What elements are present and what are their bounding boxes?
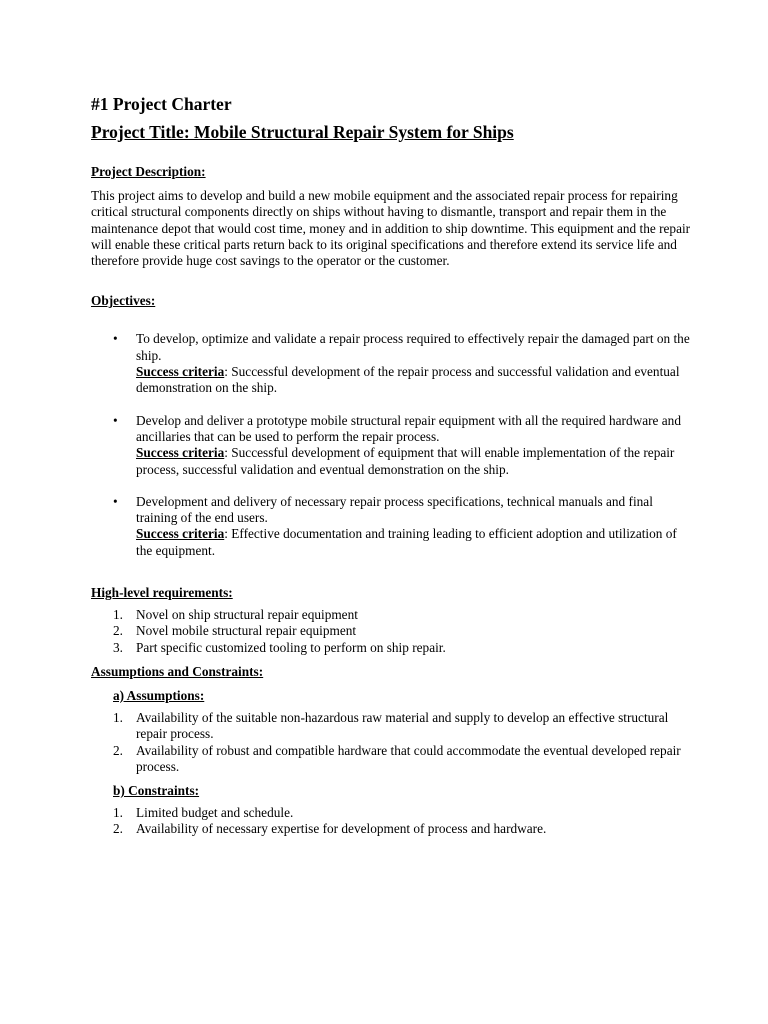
assumption-item xyxy=(91,710,691,743)
project-title: Project Title: Mobile Structural Repair System for Ships xyxy=(91,122,514,142)
success-criteria-text: : Successful development of the repair process and successful validation and eventual demonstration on the ship. xyxy=(136,364,680,396)
constraint-text: Limited budget and schedule. xyxy=(136,805,294,821)
document-body xyxy=(91,92,691,838)
success-criteria-text: : Successful development of equipment that will enable implementation of the repair process, successful validation and eventual demonstration on the ship. xyxy=(136,445,675,477)
constraint-text: Availability of necessary expertise for development of process and hardware. xyxy=(136,821,547,837)
assumptions-heading: a) Assumptions: xyxy=(113,687,205,703)
requirement-text: Part specific customized tooling to perform on ship repair. xyxy=(136,639,446,655)
list-number: 2. xyxy=(113,742,123,758)
objectives-heading: Objectives: xyxy=(91,293,156,309)
assumption-text: Availability of the suitable non-hazardous raw material and supply to develop an effective structural repair process. xyxy=(136,709,669,742)
objective-text: Development and delivery of necessary repair process specifications, technical manuals and final training of the end users. xyxy=(136,493,653,526)
assumptions-constraints-heading: Assumptions and Constraints: xyxy=(91,663,264,679)
assumption-text: Availability of robust and compatible hardware that could accommodate the eventual developed repair process. xyxy=(136,742,681,774)
success-criteria-label: Success criteria xyxy=(136,526,225,542)
bullet-icon: • xyxy=(113,412,118,428)
objective-item xyxy=(91,494,691,559)
requirement-text: Novel mobile structural repair equipment xyxy=(136,623,357,639)
assumption-item xyxy=(91,743,691,776)
charter-title: #1 Project Charter xyxy=(91,94,232,114)
constraints-list xyxy=(91,805,691,838)
bullet-icon: • xyxy=(113,493,118,509)
list-number: 1. xyxy=(113,607,123,623)
requirements-list xyxy=(91,607,691,656)
constraint-item xyxy=(91,821,691,837)
success-criteria-text: : Effective documentation and training leading to efficient adoption and utilization of the equipment. xyxy=(136,526,677,558)
list-number: 2. xyxy=(113,821,123,837)
objective-item xyxy=(91,413,691,478)
description-heading: Project Description: xyxy=(91,164,206,179)
requirement-item xyxy=(91,640,691,656)
objective-text: Develop and deliver a prototype mobile structural repair equipment with all the required hardware and ancillaries that can be used to perform the repair process. xyxy=(136,412,681,444)
assumptions-list xyxy=(91,710,691,775)
requirement-item xyxy=(91,623,691,639)
requirement-item xyxy=(91,607,691,623)
requirement-text: Novel on ship structural repair equipment xyxy=(136,607,358,623)
success-criteria-label: Success criteria xyxy=(136,364,225,380)
objective-item xyxy=(91,331,691,396)
success-criteria-label: Success criteria xyxy=(136,445,225,461)
objectives-list xyxy=(91,331,691,559)
list-number: 1. xyxy=(113,805,123,821)
constraint-item xyxy=(91,805,691,821)
description-text: This project aims to develop and build a new mobile equipment and the associated repair process for repairing critical structural components directly on ships without having to dismantle, transport and repair them in the maintenance depot that would cost time, money and in addition to ship downtime. This equipment and the repair will enable these critical parts return back to its original specifications and therefore extend its service life and therefore provide huge cost savings to the operator or the customer. xyxy=(91,188,691,269)
objective-text: To develop, optimize and validate a repair process required to effectively repair the damaged part on the ship. xyxy=(136,331,690,363)
list-number: 2. xyxy=(113,623,123,639)
list-number: 3. xyxy=(113,639,123,655)
constraints-heading: b) Constraints: xyxy=(113,783,200,799)
requirements-heading: High-level requirements: xyxy=(91,585,233,601)
bullet-icon: • xyxy=(113,331,118,347)
list-number: 1. xyxy=(113,709,123,725)
